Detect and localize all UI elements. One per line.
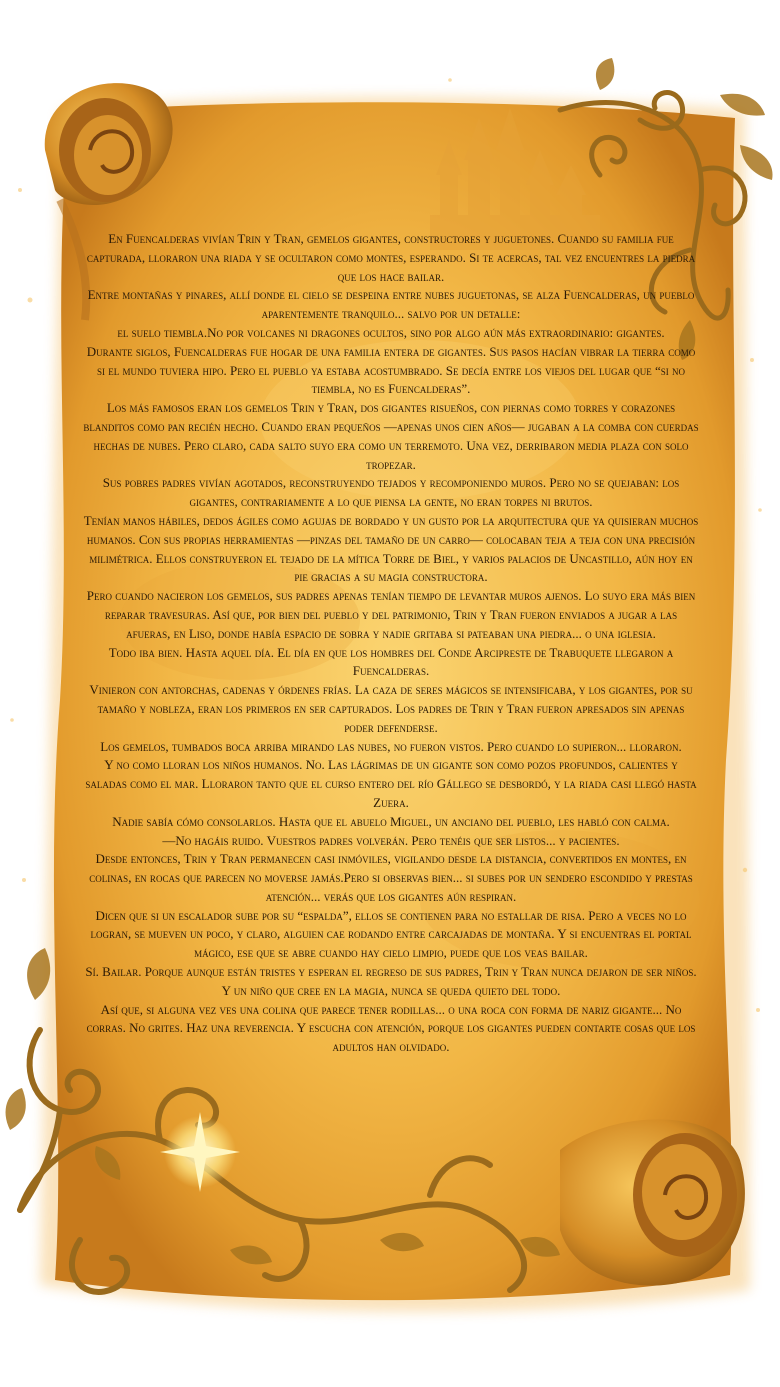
- story-paragraph: Sus pobres padres vivían agotados, reconstruyendo tejados y recomponiendo muros. Pero no se quejaban: los gigantes, contrariamente a lo que piensa la gente, no eran torpes ni brutos.: [102, 475, 680, 510]
- story-paragraph: Y no como lloran los niños humanos. No. Las lágrimas de un gigante son como pozos profundos, calientes y saladas como el mar. Lloraron tanto que el curso entero del río Gállego se desbordó, y la riada casi llegó hasta Zuera.: [85, 757, 697, 810]
- story-paragraph: Así que, si alguna vez ves una colina que parece tener rodillas... o una roca con forma de nariz gigante... No corras. No grites. Haz una reverencia. Y escucha con atención, porque los gigantes pueden contarte cosas que los adultos han olvidado.: [86, 1001, 696, 1055]
- story-paragraph: Los gemelos, tumbados boca arriba mirando las nubes, no fueron vistos. Pero cuando lo supieron... lloraron.: [100, 738, 682, 754]
- story-paragraph: Tenían manos hábiles, dedos ágiles como agujas de bordado y un gusto por la arquitectura que ya quisieran muchos humanos. Con sus propias herramientas —pinzas del tamaño de un carro— colocaban teja a teja con una precisión milimétrica. Ellos construyeron el tejado de la mítica Torre de Biel, y varios palacios de Uncastillo, aún hoy en pie gracias a su magia constructora.: [83, 512, 699, 585]
- story-paragraph: En Fuencalderas vivían Trin y Tran, gemelos gigantes, constructores y juguetones. Cuando su familia fue capturada, lloraron una riada y se ocultaron como montes, esperando. Si te acercas, tal vez encuentres la piedra que los hace bailar.: [86, 231, 696, 284]
- story-paragraph: Desde entonces, Trin y Tran permanecen casi inmóviles, vigilando desde la distancia, convertidos en montes, en colinas, en rocas que parecen no moverse jamás.Pero si observas bien... si subes por un sendero escondido y prestas atención... verás que los gigantes aún respiran.: [89, 851, 693, 904]
- story-paragraph: Sí. Bailar. Porque aunque están tristes y esperan el regreso de sus padres, Trin y Tran nunca dejaron de ser niños. Y un niño que cree en la magia, nunca se queda quieto del todo.: [85, 964, 697, 998]
- story-paragraph: Dicen que si un escalador sube por su “espalda”, ellos se contienen para no estallar de risa. Pero a veces no lo logran, se mueven un poco, y claro, alguien cae rodando entre carcajadas de montaña. Y si encuentras el portal mágico, ese que se abre cuando hay cielo limpio, puede que los veas bailar.: [90, 907, 692, 961]
- bottom-right-scroll-roll: [560, 1119, 745, 1285]
- story-paragraph: Los más famosos eran los gemelos Trin y Tran, dos gigantes risueños, con piernas como torres y corazones blanditos como pan recién hecho. Cuando eran pequeños —apenas unos cien años— jugaban a la comba con cuerdas hechas de nubes. Pero claro, cada salto suyo era como un terremoto. Una vez, derribaron media plaza con solo tropezar.: [83, 400, 699, 472]
- story-paragraph: Vinieron con antorchas, cadenas y órdenes frías. La caza de seres mágicos se intensificaba, y los gigantes, por su tamaño y nobleza, eran los primeros en ser capturados. Los padres de Trin y Tran fueron apresados sin apenas poder defenderse.: [89, 682, 693, 735]
- story-paragraph: Entre montañas y pinares, allí donde el cielo se despeina entre nubes juguetonas, se alza Fuencalderas, un pueblo aparentemente tranquilo... salvo por un detalle:: [87, 287, 695, 322]
- story-paragraph: Durante siglos, Fuencalderas fue hogar de una familia entera de gigantes. Sus pasos hacían vibrar la tierra como si el mundo tuviera hipo. Pero el pueblo ya estaba acostumbrado. Se decía entre los viejos del lugar que “si no tiembla, no es Fuencalderas”.: [86, 343, 696, 397]
- story-paragraph: Pero cuando nacieron los gemelos, sus padres apenas tenían tiempo de levantar muros ajenos. Lo suyo era más bien reparar travesuras. Así que, por bien del pueblo y del patrimonio, Trin y Tran fueron enviados a jugar a las afueras, en Liso, donde había espacio de sobra y nadie gritaba si pateaban una piedra... o una iglesia.: [86, 588, 696, 641]
- story-paragraph: Todo iba bien. Hasta aquel día. El día en que los hombres del Conde Arcipreste de Trabuquete llegaron a Fuencalderas.: [108, 644, 674, 679]
- story-text: [82, 230, 700, 1100]
- story-paragraph: el suelo tiembla.No por volcanes ni dragones ocultos, sino por algo aún más extraordinario: gigantes.: [117, 324, 665, 340]
- story-paragraph: Nadie sabía cómo consolarlos. Hasta que el abuelo Miguel, un anciano del pueblo, les habló con calma.: [112, 813, 670, 829]
- story-paragraph: —No hagáis ruido. Vuestros padres volverán. Pero tenéis que ser listos... y pacientes.: [162, 832, 620, 848]
